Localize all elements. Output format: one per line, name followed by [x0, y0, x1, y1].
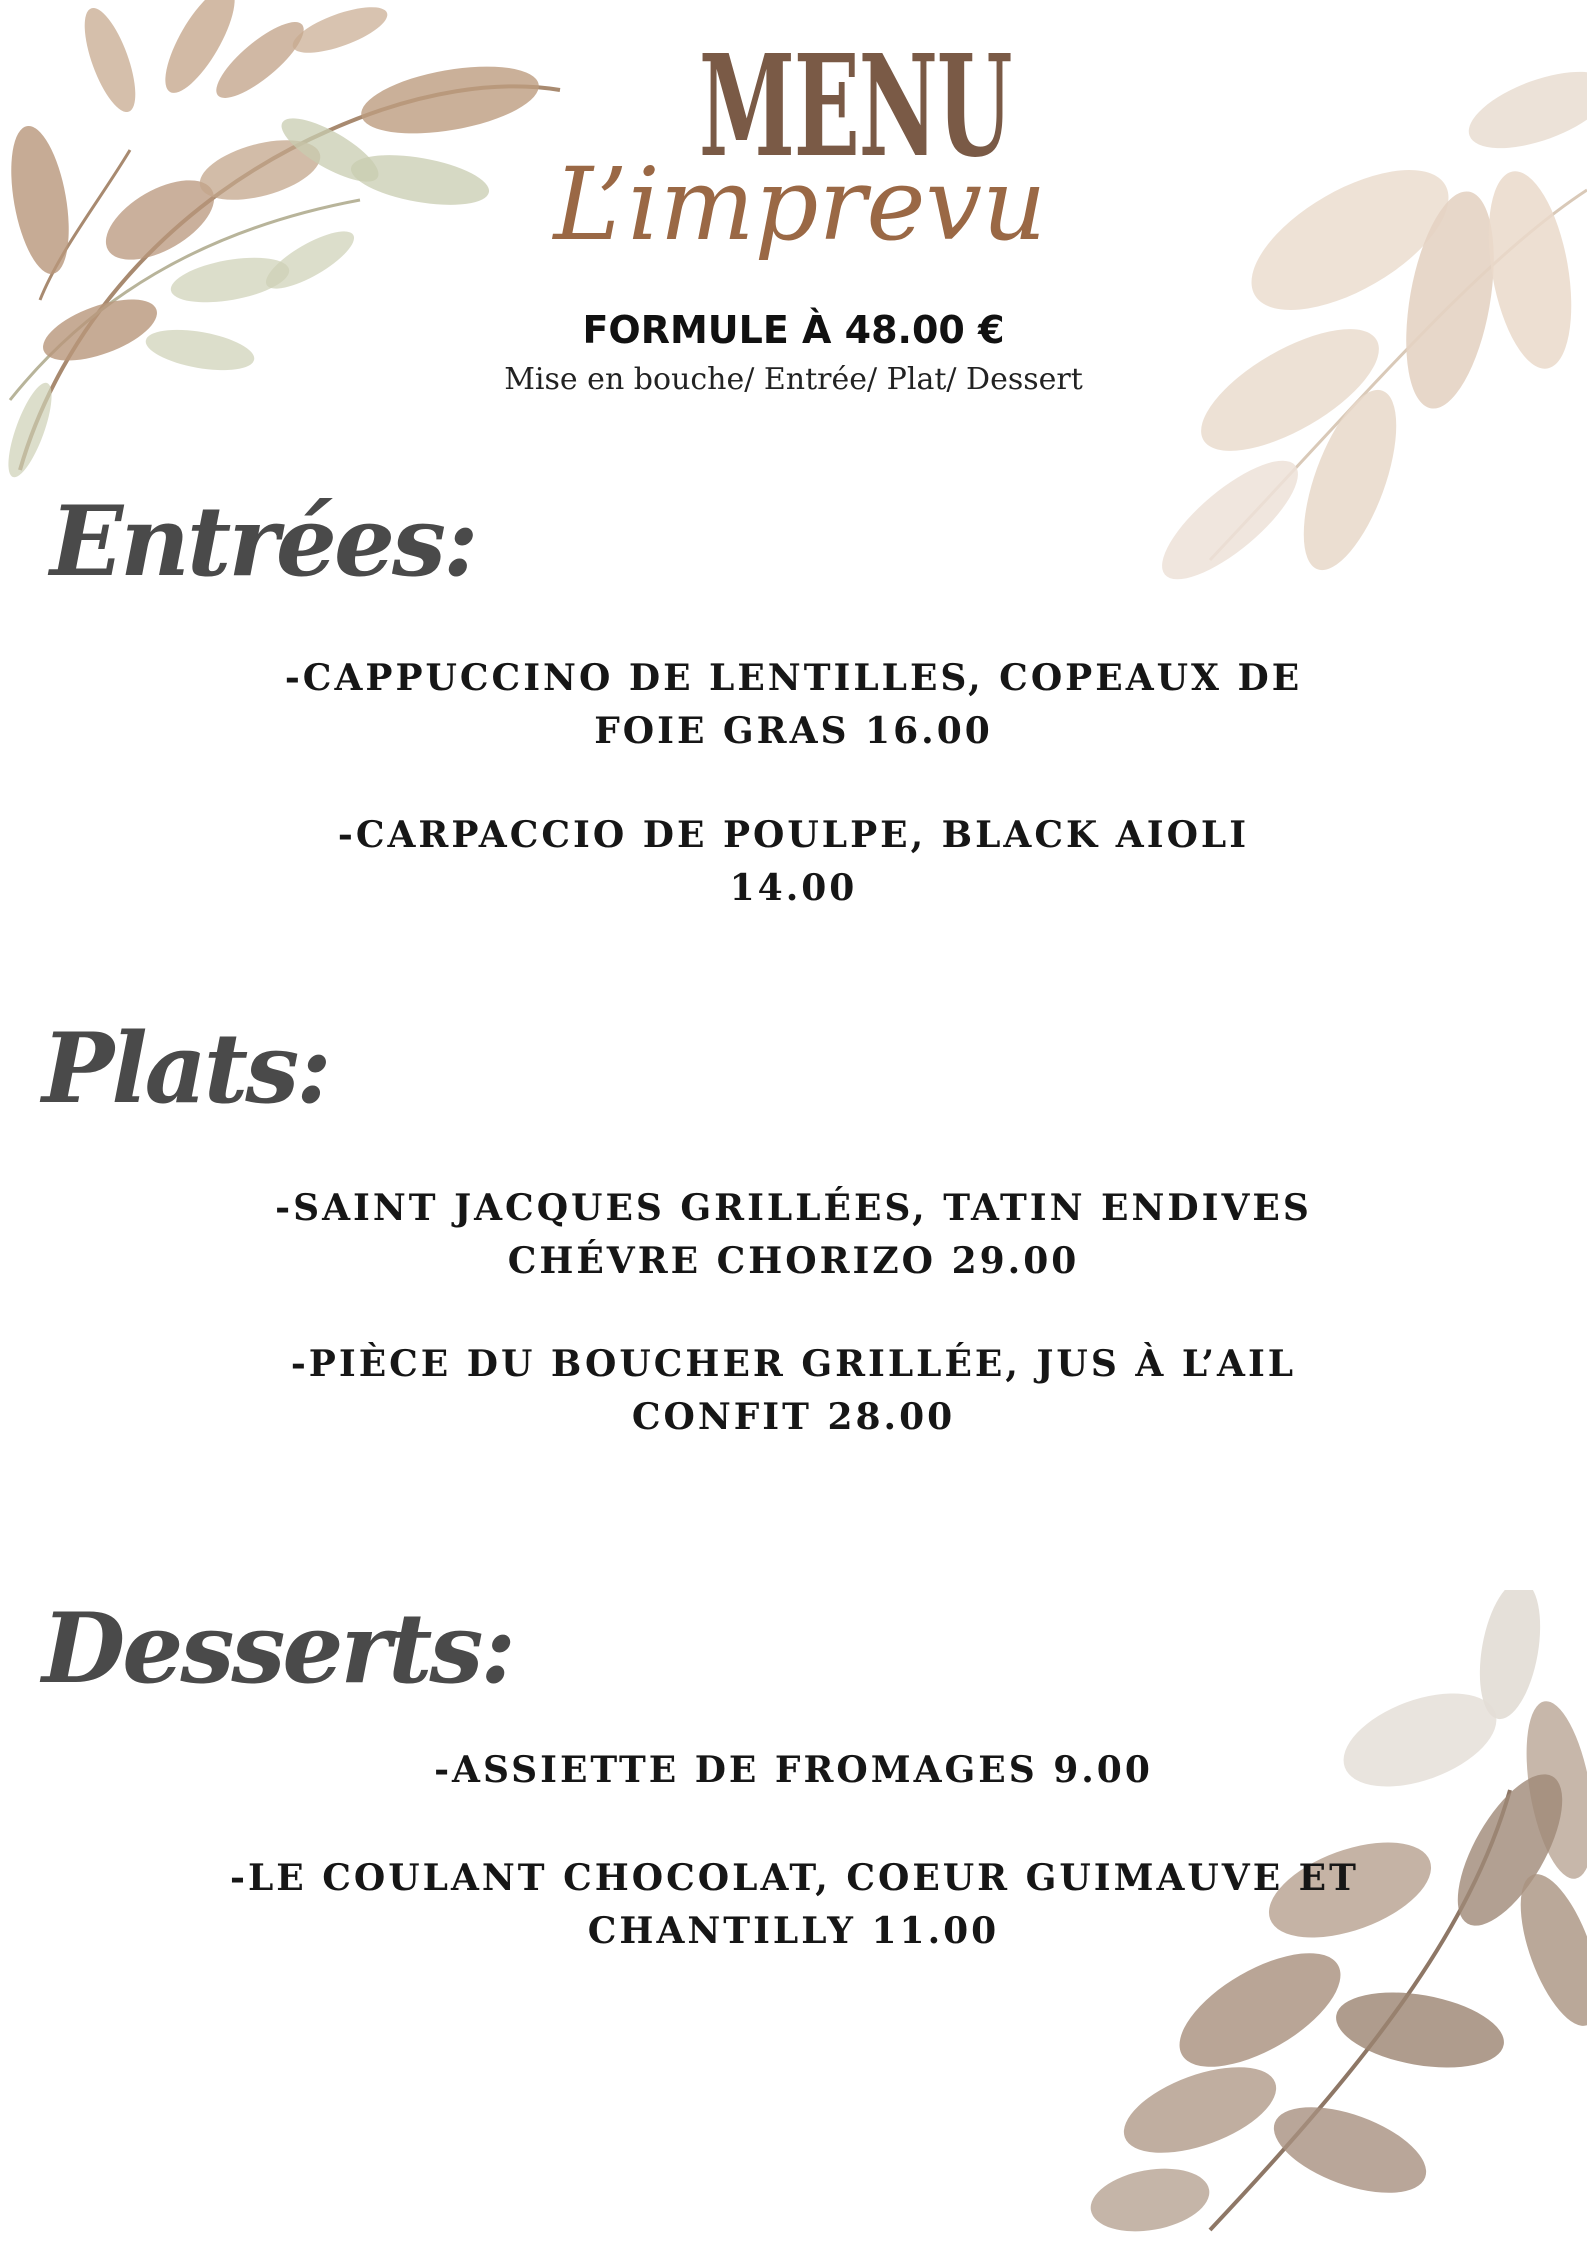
- menu-item-line: CHANTILLY 11.00: [587, 1910, 1000, 1952]
- menu-item-line: FOIE GRAS 16.00: [594, 710, 993, 752]
- menu-item-line: -LE COULANT CHOCOLAT, COEUR GUIMAUVE ET: [230, 1857, 1359, 1899]
- section-heading-desserts: Desserts:: [42, 1592, 513, 1705]
- menu-item: [230, 652, 1357, 758]
- menu-item: [230, 1338, 1357, 1444]
- menu-item-line: -SAINT JACQUES GRILLÉES, TATIN ENDIVES: [275, 1187, 1312, 1229]
- menu-item-line: -ASSIETTE DE FROMAGES 9.00: [434, 1749, 1153, 1791]
- menu-item: [230, 1852, 1357, 1958]
- menu-item: [230, 1744, 1357, 1797]
- menu-item: [230, 1182, 1357, 1288]
- restaurant-name: L’imprevu: [553, 146, 1047, 263]
- menu-item-line: -PIÈCE DU BOUCHER GRILLÉE, JUS À L’AIL: [290, 1343, 1297, 1385]
- menu-item-line: CONFIT 28.00: [631, 1396, 956, 1438]
- menu-title: MENU: [698, 25, 1012, 189]
- menu-item-line: -CARPACCIO DE POULPE, BLACK AIOLI: [337, 814, 1250, 856]
- section-heading-entrees: Entrées:: [50, 485, 476, 598]
- section-heading-plats: Plats:: [42, 1012, 329, 1125]
- menu-item-line: -CAPPUCCINO DE LENTILLES, COPEAUX DE: [284, 657, 1303, 699]
- menu-item-line: CHÉVRE CHORIZO 29.00: [507, 1240, 1080, 1282]
- formula-label: FORMULE À 48.00 €: [582, 308, 1005, 352]
- formula-details: Mise en bouche/ Entrée/ Plat/ Dessert: [504, 362, 1083, 397]
- menu-item: [230, 809, 1357, 915]
- menu-item-line: 14.00: [729, 867, 858, 909]
